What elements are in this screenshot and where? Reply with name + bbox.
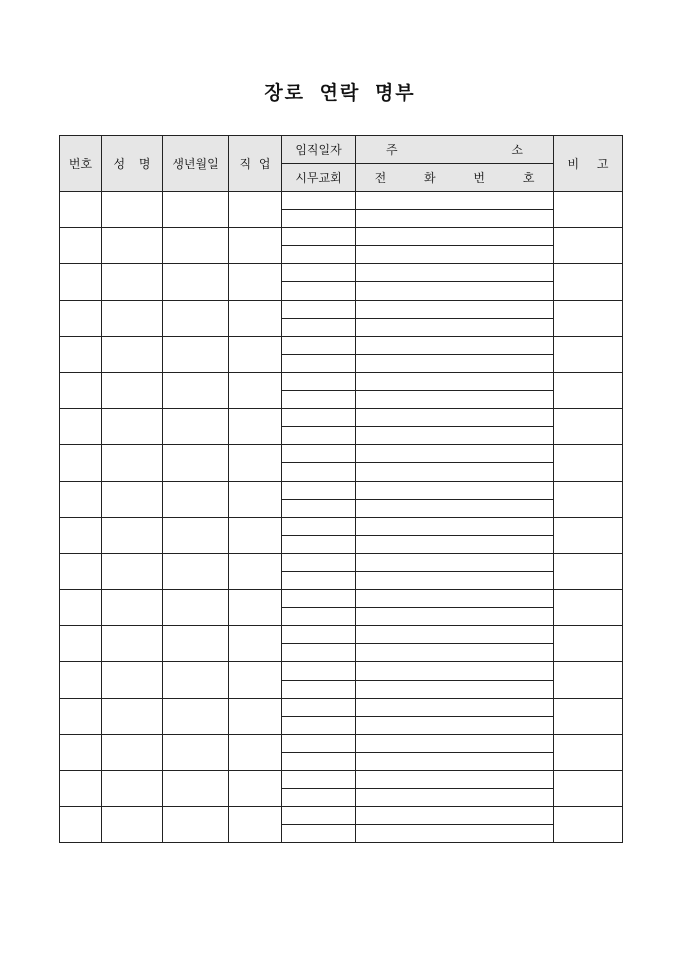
entry-occupation-cell[interactable]	[229, 734, 282, 770]
entry-address-cell[interactable]	[356, 264, 554, 282]
entry-address-cell[interactable]	[356, 662, 554, 680]
entry-address-cell[interactable]	[356, 192, 554, 210]
entry-remarks-cell[interactable]	[554, 409, 623, 445]
entry-remarks-cell[interactable]	[554, 662, 623, 698]
entry-number-cell[interactable]	[60, 807, 102, 843]
roster-table	[59, 135, 623, 843]
entry-row	[60, 336, 623, 354]
entry-name-cell[interactable]	[102, 626, 163, 662]
entry-ordination-date-cell[interactable]	[282, 807, 356, 825]
entry-ordination-date-cell[interactable]	[282, 662, 356, 680]
entry-occupation-cell[interactable]	[229, 662, 282, 698]
entry-row	[60, 192, 623, 210]
entry-occupation-cell[interactable]	[229, 409, 282, 445]
entry-number-cell[interactable]	[60, 264, 102, 300]
entry-ordination-date-cell[interactable]	[282, 445, 356, 463]
entry-number-cell[interactable]	[60, 517, 102, 553]
entry-row	[60, 626, 623, 644]
entry-number-cell[interactable]	[60, 336, 102, 372]
header-serving-church: 시무교회	[282, 164, 356, 192]
entry-ordination-date-cell[interactable]	[282, 300, 356, 318]
entry-serving-church-cell[interactable]	[282, 282, 356, 300]
entry-occupation-cell[interactable]	[229, 336, 282, 372]
entry-phone-cell[interactable]	[356, 391, 554, 409]
entry-serving-church-cell[interactable]	[282, 427, 356, 445]
header-birthdate: 생년월일	[163, 136, 229, 192]
header-phone-label: 전 화 번 호	[374, 170, 535, 185]
entry-birthdate-cell[interactable]	[163, 771, 229, 807]
entry-phone-cell[interactable]	[356, 680, 554, 698]
header-occupation-label: 직 업	[239, 156, 271, 171]
entry-occupation-cell[interactable]	[229, 445, 282, 481]
entry-address-cell[interactable]	[356, 372, 554, 390]
entry-phone-cell[interactable]	[356, 716, 554, 734]
entry-address-cell[interactable]	[356, 409, 554, 427]
entry-serving-church-cell[interactable]	[282, 716, 356, 734]
entry-row	[60, 734, 623, 752]
entry-name-cell[interactable]	[102, 517, 163, 553]
entry-address-cell[interactable]	[356, 336, 554, 354]
entry-phone-cell[interactable]	[356, 282, 554, 300]
entry-number-cell[interactable]	[60, 228, 102, 264]
entry-serving-church-cell[interactable]	[282, 680, 356, 698]
entry-number-cell[interactable]	[60, 698, 102, 734]
entry-remarks-cell[interactable]	[554, 192, 623, 228]
header-name-label: 성 명	[113, 156, 151, 171]
entry-remarks-cell[interactable]	[554, 372, 623, 408]
entry-number-cell[interactable]	[60, 553, 102, 589]
entry-remarks-cell[interactable]	[554, 228, 623, 264]
entry-ordination-date-cell[interactable]	[282, 590, 356, 608]
entry-occupation-cell[interactable]	[229, 553, 282, 589]
entry-ordination-date-cell[interactable]	[282, 517, 356, 535]
entry-name-cell[interactable]	[102, 372, 163, 408]
entry-occupation-cell[interactable]	[229, 372, 282, 408]
entry-remarks-cell[interactable]	[554, 626, 623, 662]
entry-ordination-date-cell[interactable]	[282, 372, 356, 390]
entry-birthdate-cell[interactable]	[163, 372, 229, 408]
entry-row	[60, 807, 623, 825]
entry-name-cell[interactable]	[102, 336, 163, 372]
entry-phone-cell[interactable]	[356, 354, 554, 372]
entry-phone-cell[interactable]	[356, 789, 554, 807]
entry-row	[60, 372, 623, 390]
entry-number-cell[interactable]	[60, 771, 102, 807]
entry-serving-church-cell[interactable]	[282, 463, 356, 481]
entry-row	[60, 300, 623, 318]
entry-serving-church-cell[interactable]	[282, 608, 356, 626]
entry-remarks-cell[interactable]	[554, 771, 623, 807]
entry-occupation-cell[interactable]	[229, 517, 282, 553]
entry-serving-church-cell[interactable]	[282, 354, 356, 372]
entry-birthdate-cell[interactable]	[163, 300, 229, 336]
entry-remarks-cell[interactable]	[554, 445, 623, 481]
entry-ordination-date-cell[interactable]	[282, 771, 356, 789]
entry-birthdate-cell[interactable]	[163, 409, 229, 445]
entry-name-cell[interactable]	[102, 481, 163, 517]
entry-birthdate-cell[interactable]	[163, 590, 229, 626]
entry-remarks-cell[interactable]	[554, 300, 623, 336]
entry-occupation-cell[interactable]	[229, 192, 282, 228]
entry-birthdate-cell[interactable]	[163, 481, 229, 517]
entry-phone-cell[interactable]	[356, 499, 554, 517]
entry-remarks-cell[interactable]	[554, 517, 623, 553]
entry-phone-cell[interactable]	[356, 571, 554, 589]
entry-serving-church-cell[interactable]	[282, 499, 356, 517]
header-phone	[356, 164, 554, 192]
entry-row	[60, 409, 623, 427]
entry-number-cell[interactable]	[60, 734, 102, 770]
entry-row	[60, 445, 623, 463]
entry-row	[60, 228, 623, 246]
entry-occupation-cell[interactable]	[229, 264, 282, 300]
entry-ordination-date-cell[interactable]	[282, 734, 356, 752]
entry-row	[60, 517, 623, 535]
entry-address-cell[interactable]	[356, 481, 554, 499]
entry-address-cell[interactable]	[356, 734, 554, 752]
entry-birthdate-cell[interactable]	[163, 662, 229, 698]
entry-row	[60, 553, 623, 571]
entry-ordination-date-cell[interactable]	[282, 553, 356, 571]
header-address-label: 주 소	[386, 142, 523, 157]
entry-remarks-cell[interactable]	[554, 553, 623, 589]
entry-remarks-cell[interactable]	[554, 264, 623, 300]
entry-serving-church-cell[interactable]	[282, 644, 356, 662]
entry-occupation-cell[interactable]	[229, 771, 282, 807]
entry-remarks-cell[interactable]	[554, 590, 623, 626]
entry-serving-church-cell[interactable]	[282, 318, 356, 336]
header-ordination-date: 임직일자	[282, 136, 356, 164]
entry-ordination-date-cell[interactable]	[282, 192, 356, 210]
entry-birthdate-cell[interactable]	[163, 807, 229, 843]
entry-number-cell[interactable]	[60, 409, 102, 445]
entry-address-cell[interactable]	[356, 517, 554, 535]
entry-occupation-cell[interactable]	[229, 590, 282, 626]
entry-remarks-cell[interactable]	[554, 807, 623, 843]
entry-row	[60, 481, 623, 499]
entry-remarks-cell[interactable]	[554, 734, 623, 770]
entry-birthdate-cell[interactable]	[163, 626, 229, 662]
entry-phone-cell[interactable]	[356, 752, 554, 770]
entry-ordination-date-cell[interactable]	[282, 336, 356, 354]
entry-ordination-date-cell[interactable]	[282, 698, 356, 716]
entry-ordination-date-cell[interactable]	[282, 481, 356, 499]
entry-name-cell[interactable]	[102, 445, 163, 481]
entry-serving-church-cell[interactable]	[282, 210, 356, 228]
entry-birthdate-cell[interactable]	[163, 336, 229, 372]
header-remarks	[554, 136, 623, 192]
entry-name-cell[interactable]	[102, 662, 163, 698]
entry-serving-church-cell[interactable]	[282, 391, 356, 409]
entry-ordination-date-cell[interactable]	[282, 626, 356, 644]
entry-phone-cell[interactable]	[356, 246, 554, 264]
entry-birthdate-cell[interactable]	[163, 264, 229, 300]
entry-occupation-cell[interactable]	[229, 698, 282, 734]
entry-address-cell[interactable]	[356, 698, 554, 716]
entry-name-cell[interactable]	[102, 698, 163, 734]
entry-number-cell[interactable]	[60, 300, 102, 336]
entry-row	[60, 590, 623, 608]
entry-occupation-cell[interactable]	[229, 807, 282, 843]
entry-occupation-cell[interactable]	[229, 481, 282, 517]
entry-name-cell[interactable]	[102, 590, 163, 626]
entry-name-cell[interactable]	[102, 771, 163, 807]
entry-row	[60, 264, 623, 282]
entry-phone-cell[interactable]	[356, 318, 554, 336]
entry-name-cell[interactable]	[102, 264, 163, 300]
entry-address-cell[interactable]	[356, 807, 554, 825]
entry-name-cell[interactable]	[102, 409, 163, 445]
entry-number-cell[interactable]	[60, 662, 102, 698]
entry-name-cell[interactable]	[102, 192, 163, 228]
entry-name-cell[interactable]	[102, 228, 163, 264]
entry-phone-cell[interactable]	[356, 825, 554, 843]
entry-birthdate-cell[interactable]	[163, 517, 229, 553]
header-address	[356, 136, 554, 164]
entry-phone-cell[interactable]	[356, 210, 554, 228]
entry-number-cell[interactable]	[60, 192, 102, 228]
entry-occupation-cell[interactable]	[229, 300, 282, 336]
entry-phone-cell[interactable]	[356, 535, 554, 553]
entry-name-cell[interactable]	[102, 734, 163, 770]
header-name	[102, 136, 163, 192]
entry-remarks-cell[interactable]	[554, 336, 623, 372]
entry-birthdate-cell[interactable]	[163, 734, 229, 770]
entry-name-cell[interactable]	[102, 807, 163, 843]
entry-address-cell[interactable]	[356, 626, 554, 644]
entry-occupation-cell[interactable]	[229, 228, 282, 264]
header-occupation	[229, 136, 282, 192]
entry-serving-church-cell[interactable]	[282, 535, 356, 553]
entry-remarks-cell[interactable]	[554, 698, 623, 734]
entry-birthdate-cell[interactable]	[163, 445, 229, 481]
entry-address-cell[interactable]	[356, 590, 554, 608]
entry-serving-church-cell[interactable]	[282, 571, 356, 589]
entry-address-cell[interactable]	[356, 553, 554, 571]
entry-number-cell[interactable]	[60, 481, 102, 517]
entry-name-cell[interactable]	[102, 300, 163, 336]
entry-serving-church-cell[interactable]	[282, 789, 356, 807]
entry-birthdate-cell[interactable]	[163, 698, 229, 734]
entry-occupation-cell[interactable]	[229, 626, 282, 662]
entry-birthdate-cell[interactable]	[163, 553, 229, 589]
entry-remarks-cell[interactable]	[554, 481, 623, 517]
entry-row	[60, 662, 623, 680]
entry-ordination-date-cell[interactable]	[282, 264, 356, 282]
entry-number-cell[interactable]	[60, 445, 102, 481]
entry-address-cell[interactable]	[356, 771, 554, 789]
entry-address-cell[interactable]	[356, 228, 554, 246]
header-remarks-label: 비 고	[567, 156, 609, 171]
entry-address-cell[interactable]	[356, 445, 554, 463]
entry-name-cell[interactable]	[102, 553, 163, 589]
roster-body	[60, 136, 623, 843]
entry-birthdate-cell[interactable]	[163, 228, 229, 264]
page-title: 장로 연락 명부	[264, 82, 416, 104]
entry-number-cell[interactable]	[60, 626, 102, 662]
entry-number-cell[interactable]	[60, 372, 102, 408]
header-number: 번호	[60, 136, 102, 192]
entry-phone-cell[interactable]	[356, 608, 554, 626]
header-row-top	[60, 136, 623, 164]
entry-serving-church-cell[interactable]	[282, 752, 356, 770]
entry-address-cell[interactable]	[356, 300, 554, 318]
entry-row	[60, 771, 623, 789]
entry-row	[60, 698, 623, 716]
entry-phone-cell[interactable]	[356, 463, 554, 481]
entry-ordination-date-cell[interactable]	[282, 228, 356, 246]
entry-phone-cell[interactable]	[356, 427, 554, 445]
entry-birthdate-cell[interactable]	[163, 192, 229, 228]
entry-serving-church-cell[interactable]	[282, 825, 356, 843]
entry-serving-church-cell[interactable]	[282, 246, 356, 264]
entry-phone-cell[interactable]	[356, 644, 554, 662]
entry-number-cell[interactable]	[60, 590, 102, 626]
entry-ordination-date-cell[interactable]	[282, 409, 356, 427]
